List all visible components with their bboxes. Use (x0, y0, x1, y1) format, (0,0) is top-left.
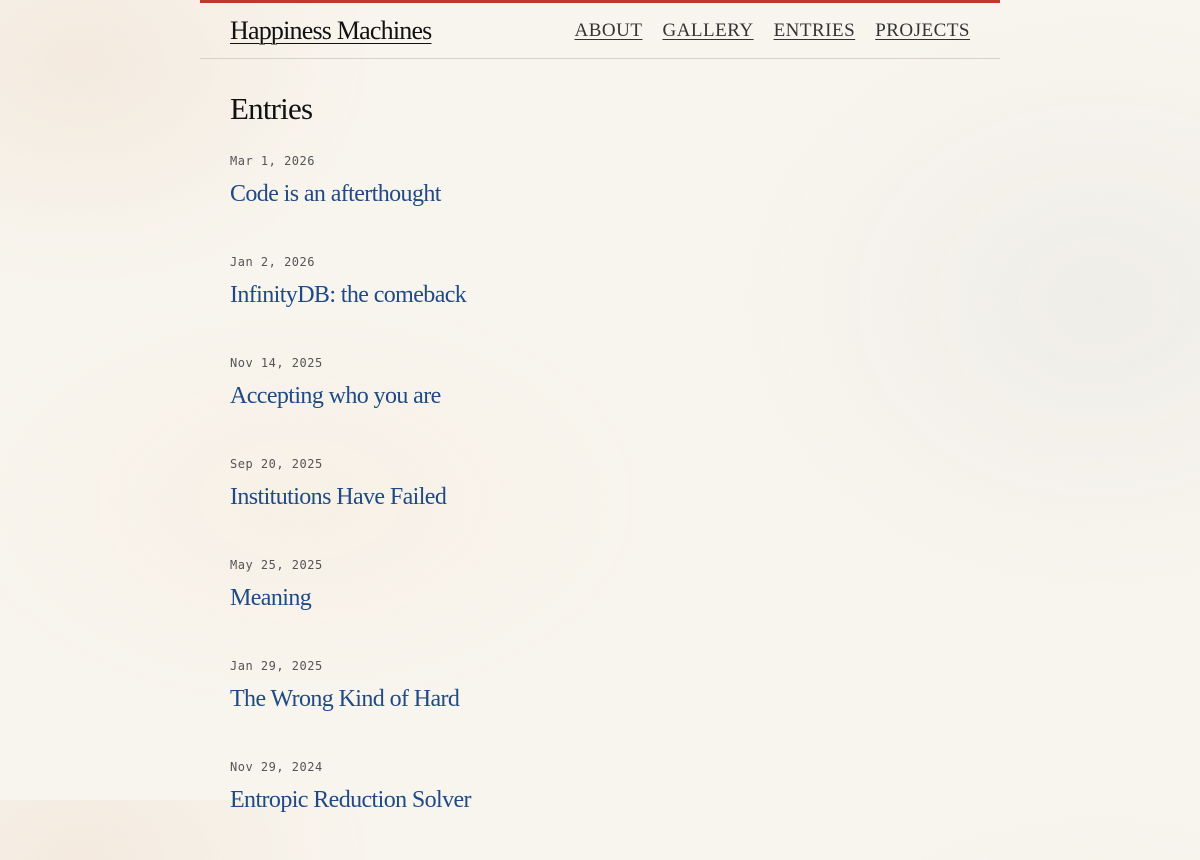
entry-date: Mar 1, 2026 (230, 154, 315, 168)
entry-item (230, 557, 970, 658)
main-content (200, 59, 1000, 860)
page-title: Entries (230, 91, 313, 126)
entry-title-link[interactable]: Meaning (230, 585, 312, 611)
entry-item (230, 355, 970, 456)
page-container (200, 0, 1000, 813)
entry-date: Jan 29, 2025 (230, 659, 323, 673)
entry-item (230, 153, 970, 254)
main-nav (575, 20, 970, 42)
entry-date: Nov 29, 2024 (230, 760, 323, 774)
entry-item (230, 658, 970, 759)
entry-title-link[interactable]: InfinityDB: the comeback (230, 282, 467, 308)
site-header (200, 3, 1000, 59)
entry-date: Sep 20, 2025 (230, 457, 323, 471)
nav-link-entries[interactable]: ENTRIES (773, 19, 856, 41)
entry-date: Jan 2, 2026 (230, 255, 315, 269)
entry-title-link[interactable]: Accepting who you are (230, 383, 441, 409)
entry-title-link[interactable]: Code is an afterthought (230, 181, 441, 207)
entry-title-link[interactable]: The Wrong Kind of Hard (230, 686, 460, 712)
nav-link-about[interactable]: ABOUT (574, 19, 643, 41)
entry-item (230, 456, 970, 557)
site-brand-link[interactable]: Happiness Machines (230, 15, 432, 45)
entry-item (230, 759, 970, 860)
entry-date: Nov 14, 2025 (230, 356, 323, 370)
nav-link-projects[interactable]: PROJECTS (875, 19, 970, 41)
entry-date: May 25, 2025 (230, 558, 323, 572)
entry-title-link[interactable]: Entropic Reduction Solver (230, 787, 471, 813)
entry-item (230, 254, 970, 355)
entry-title-link[interactable]: Institutions Have Failed (230, 484, 447, 510)
nav-link-gallery[interactable]: GALLERY (662, 19, 754, 41)
